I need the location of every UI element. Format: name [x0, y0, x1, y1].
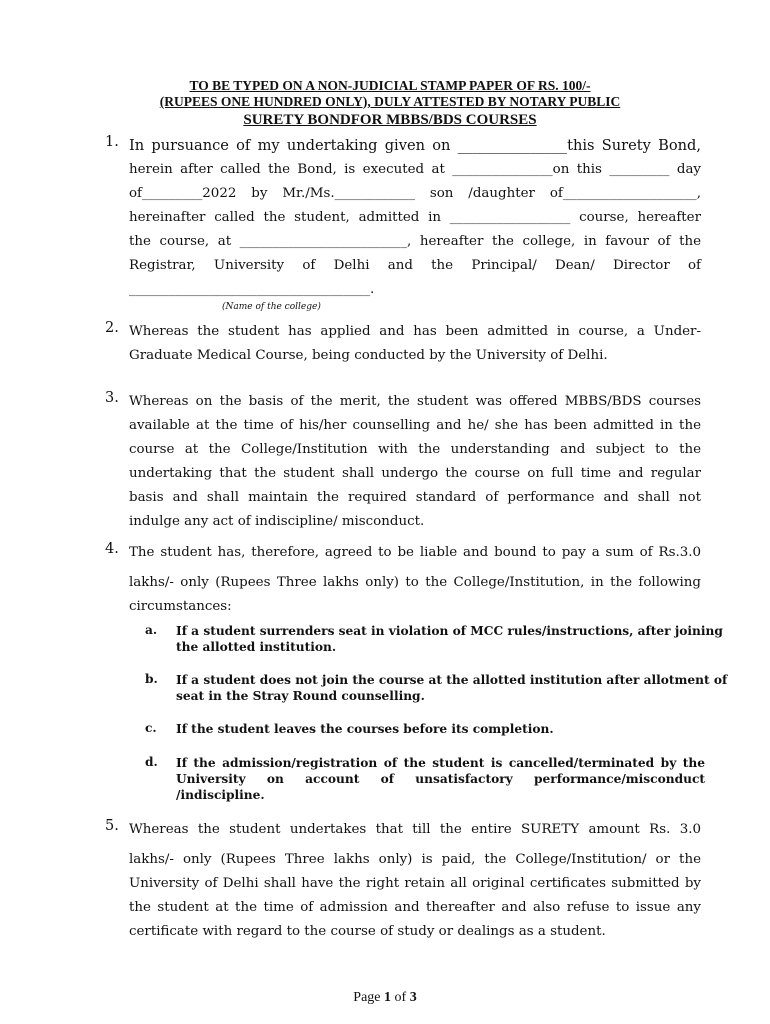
paragraph-line: basis and shall maintain the required standard of performance and shall not [129, 490, 701, 505]
paragraph-line: The student has, therefore, agreed to be liable and bound to pay a sum of Rs.3.0 [129, 545, 701, 560]
page-of-label: of [394, 990, 407, 1005]
paragraph-line: undertaking that the student shall undergo the course on full time and regular [129, 466, 701, 481]
paragraph-2 [105, 320, 701, 368]
page-number-footer [0, 990, 770, 1006]
total-page-count: 3 [409, 990, 417, 1005]
paragraph-line: hereinafter called the student, admitted in __________________ course, hereafter [129, 210, 701, 225]
current-page-number: 1 [384, 990, 392, 1005]
circumstance-d [145, 755, 705, 803]
circumstance-letter: a. [145, 623, 158, 637]
circumstance-line: seat in the Stray Round counselling. [176, 689, 425, 703]
stamp-paper-instruction: TO BE TYPED ON A NON-JUDICIAL STAMP PAPER OF RS. 100/- [189, 78, 591, 93]
circumstance-line: /indiscipline. [176, 788, 265, 802]
paragraph-line: ____________________________________. [129, 282, 375, 297]
page-label: Page [353, 990, 381, 1005]
paragraph-line: the course, at _________________________, hereafter the college, in favour of the [129, 234, 701, 249]
paragraph-number: 5. [105, 818, 119, 834]
circumstance-a [145, 623, 723, 655]
paragraph-line: Graduate Medical Course, being conducted by the University of Delhi. [129, 348, 608, 363]
document-title: SURETY BONDFOR MBBS/BDS COURSES [243, 112, 537, 128]
paragraph-line: Whereas the student has applied and has been admitted in course, a Under- [129, 324, 701, 339]
circumstance-b [145, 672, 728, 704]
paragraph-line: course at the College/Institution with the understanding and subject to the [129, 442, 701, 457]
paragraph-line: University of Delhi shall have the right retain all original certificates submitted by [129, 876, 701, 891]
circumstance-line: University on account of unsatisfactory performance/misconduct [176, 772, 705, 786]
college-name-caption: (Name of the college) [222, 302, 321, 312]
paragraph-line: lakhs/- only (Rupees Three lakhs only) is paid, the College/Institution/ or the [129, 852, 701, 867]
circumstance-line: If the admission/registration of the student is cancelled/terminated by the [176, 756, 705, 770]
paragraph-line: lakhs/- only (Rupees Three lakhs only) to the College/Institution, in the following [129, 575, 701, 590]
paragraph-line: Registrar, University of Delhi and the Principal/ Dean/ Director of [129, 258, 701, 273]
paragraph-line: herein after called the Bond, is executed at _______________on this _________ day [129, 162, 701, 177]
paragraph-4 [105, 541, 701, 619]
paragraph-line: the student at the time of admission and thereafter and also refuse to issue any [129, 900, 701, 915]
paragraph-line: Whereas the student undertakes that till the entire SURETY amount Rs. 3.0 [129, 822, 701, 837]
paragraph-number: 2. [105, 320, 119, 336]
circumstance-line: the allotted institution. [176, 640, 337, 654]
paragraph-line: of_________2022 by Mr./Ms.____________ son /daughter of____________________, [129, 186, 701, 201]
paragraph-number: 3. [105, 390, 119, 406]
circumstance-line: If a student surrenders seat in violation of MCC rules/instructions, after joining [176, 624, 723, 638]
paragraph-line: Whereas on the basis of the merit, the student was offered MBBS/BDS courses [129, 394, 701, 409]
circumstance-letter: d. [145, 755, 158, 769]
paragraph-3 [105, 390, 701, 534]
circumstance-letter: c. [145, 721, 157, 735]
paragraph-line: indulge any act of indiscipline/ misconduct. [129, 514, 425, 529]
circumstance-c [145, 721, 705, 737]
paragraph-1 [105, 134, 701, 302]
circumstance-line: If a student does not join the course at the allotted institution after allotment of [176, 673, 728, 687]
paragraph-number: 1. [105, 134, 119, 150]
paragraph-number: 4. [105, 541, 119, 557]
paragraph-line: In pursuance of my undertaking given on _______________this Surety Bond, [129, 137, 701, 154]
circumstance-line: If the student leaves the courses before its completion. [176, 722, 554, 736]
notary-instruction: (RUPEES ONE HUNDRED ONLY), DULY ATTESTED BY NOTARY PUBLIC [159, 94, 621, 109]
circumstance-letter: b. [145, 672, 158, 686]
paragraph-line: available at the time of his/her counselling and he/ she has been admitted in the [129, 418, 701, 433]
paragraph-line: circumstances: [129, 599, 232, 614]
paragraph-line: certificate with regard to the course of study or dealings as a student. [129, 924, 606, 939]
paragraph-5 [105, 818, 701, 944]
